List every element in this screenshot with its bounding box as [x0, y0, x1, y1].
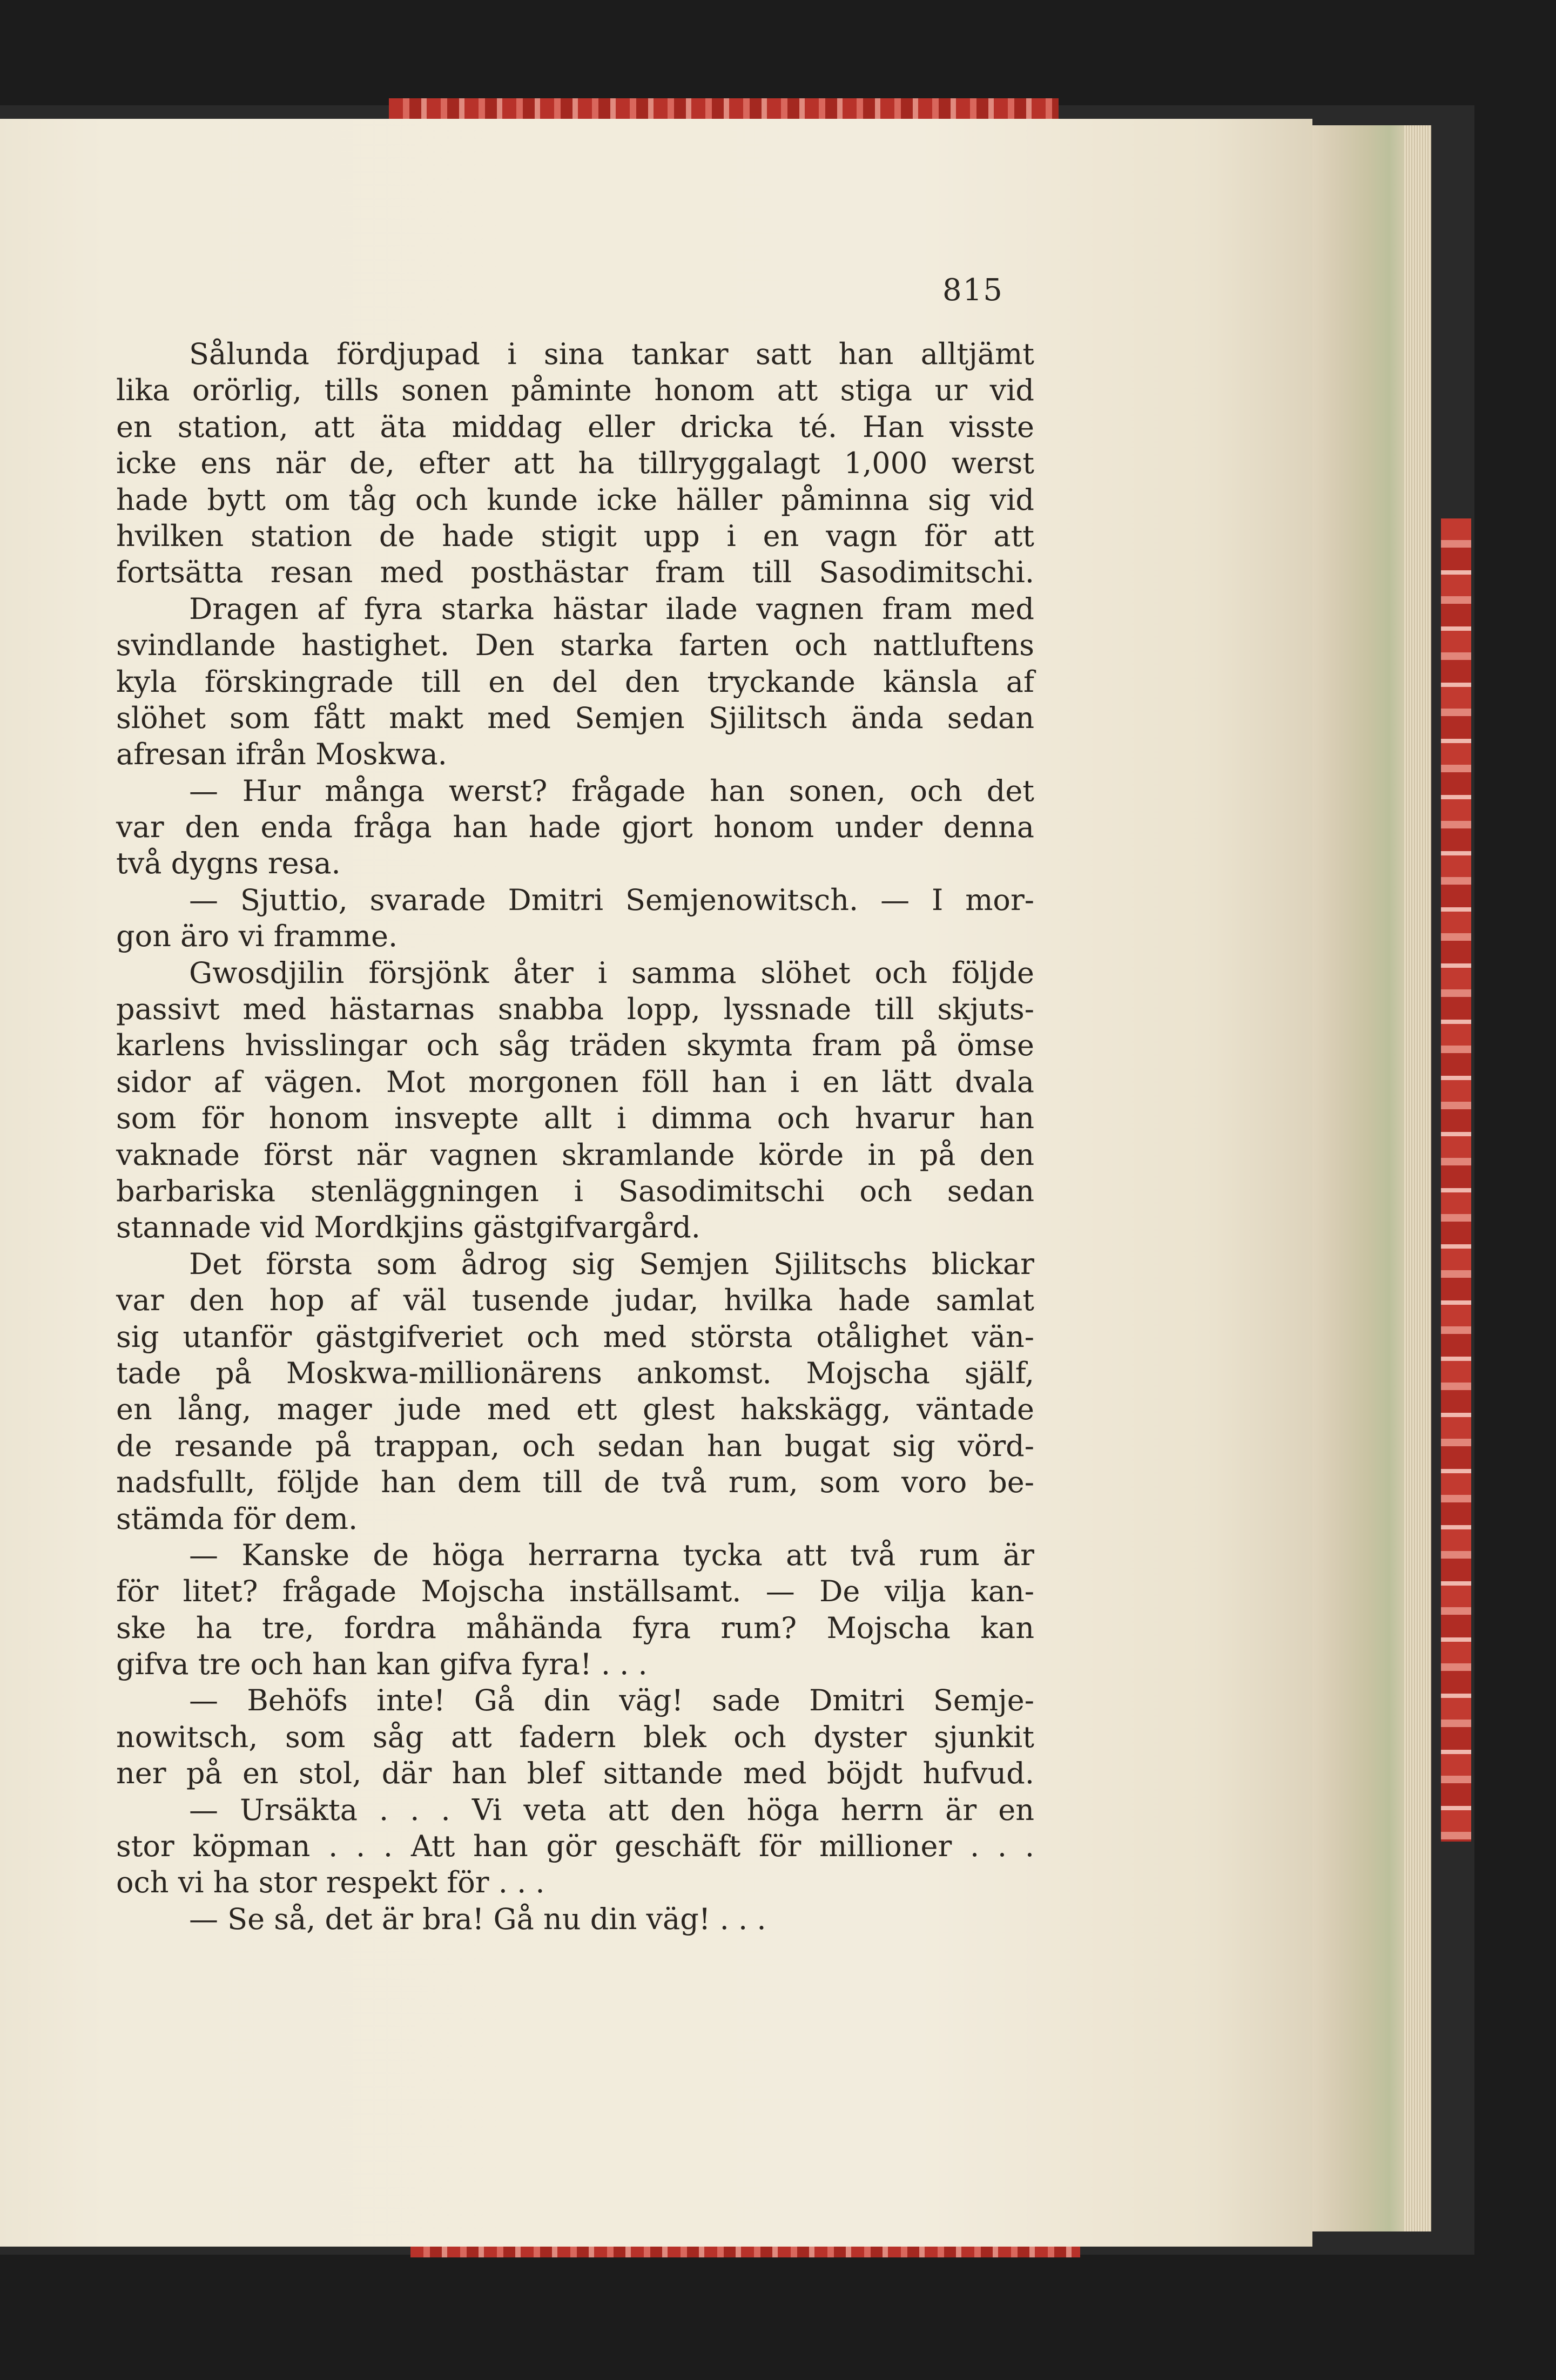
text-line: fortsätta resan med posthästar fram till Sasodimitschi.: [116, 555, 1034, 590]
body-text: [116, 336, 1034, 1937]
text-line: hvilken station de hade stigit upp i en vagn för att: [116, 518, 1034, 553]
text-line: passivt med hästarnas snabba lopp, lyssnade till skjuts-: [116, 992, 1034, 1027]
text-line: som för honom insvepte allt i dimma och hvarur han: [116, 1101, 1034, 1136]
text-line: icke ens när de, efter att ha tillryggalagt 1,000 werst: [116, 446, 1034, 481]
text-line: lika orörlig, tills sonen påminte honom att stiga ur vid: [116, 373, 1034, 408]
page-number: 815: [942, 273, 1003, 308]
text-line: kyla förskingrade till en del den tryckande känsla af: [116, 664, 1034, 699]
text-line: nadsfullt, följde han dem till de två rum, som voro be-: [116, 1465, 1034, 1500]
text-line: Gwosdjilin försjönk åter i samma slöhet och följde: [189, 955, 1034, 990]
text-line: afresan ifrån Moskwa.: [116, 737, 447, 772]
text-line: — Ursäkta . . . Vi veta att den höga herrn är en: [189, 1792, 1034, 1827]
text-line: ner på en stol, där han blef sittande med böjdt hufvud.: [116, 1756, 1034, 1791]
text-line: gifva tre och han kan gifva fyra! . . .: [116, 1647, 648, 1682]
text-line: Sålunda fördjupad i sina tankar satt han alltjämt: [189, 337, 1034, 371]
text-line: vaknade först när vagnen skramlande körde in på den: [116, 1137, 1034, 1172]
text-line: — Se så, det är bra! Gå nu din väg! . . .: [189, 1902, 766, 1936]
text-line: gon äro vi framme.: [116, 919, 398, 954]
text-line: var den enda fråga han hade gjort honom under denna: [116, 810, 1034, 845]
marbled-edge: [1441, 518, 1471, 1842]
text-line: stämda för dem.: [116, 1501, 358, 1536]
text-line: ske ha tre, fordra måhända fyra rum? Mojscha kan: [116, 1610, 1034, 1645]
text-line: för litet? frågade Mojscha inställsamt. — De vilja kan-: [116, 1574, 1034, 1609]
text-line: svindlande hastighet. Den starka farten och nattluftens: [116, 628, 1034, 663]
text-line: och vi ha stor respekt för . . .: [116, 1865, 545, 1900]
text-line: två dygns resa.: [116, 846, 341, 881]
text-line: karlens hvisslingar och såg träden skymta fram på ömse: [116, 1028, 1034, 1063]
text-line: barbariska stenläggningen i Sasodimitschi och sedan: [116, 1174, 1034, 1208]
text-line: — Behöfs inte! Gå din väg! sade Dmitri Semje-: [189, 1683, 1034, 1718]
text-line: tade på Moskwa-millionärens ankomst. Mojscha själf,: [116, 1356, 1034, 1390]
text-line: — Sjuttio, svarade Dmitri Semjenowitsch. — I mor-: [189, 882, 1034, 917]
text-line: — Kanske de höga herrarna tycka att två rum är: [189, 1538, 1034, 1572]
text-line: stor köpman . . . Att han gör geschäft för millioner . . .: [116, 1829, 1034, 1864]
text-line: — Hur många werst? frågade han sonen, och det: [189, 773, 1034, 808]
text-line: var den hop af väl tusende judar, hvilka hade samlat: [116, 1283, 1034, 1318]
text-line: sig utanför gästgifveriet och med största otålighet vän-: [116, 1319, 1034, 1354]
text-line: nowitsch, som såg att fadern blek och dyster sjunkit: [116, 1720, 1034, 1754]
text-line: en station, att äta middag eller dricka té. Han visste: [116, 409, 1034, 444]
text-line: en lång, mager jude med ett glest hakskägg, väntade: [116, 1392, 1034, 1427]
text-line: sidor af vägen. Mot morgonen föll han i en lätt dvala: [116, 1064, 1034, 1099]
text-line: slöhet som fått makt med Semjen Sjilitsch ända sedan: [116, 700, 1034, 735]
headband-top: [389, 98, 1059, 119]
text-line: de resande på trappan, och sedan han bugat sig vörd-: [116, 1428, 1034, 1463]
text-line: Det första som ådrog sig Semjen Sjilitschs blickar: [189, 1246, 1034, 1281]
text-line: Dragen af fyra starka hästar ilade vagnen fram med: [189, 591, 1034, 626]
text-line: hade bytt om tåg och kunde icke häller påminna sig vid: [116, 482, 1034, 517]
text-line: stannade vid Mordkjins gästgifvargård.: [116, 1210, 700, 1245]
